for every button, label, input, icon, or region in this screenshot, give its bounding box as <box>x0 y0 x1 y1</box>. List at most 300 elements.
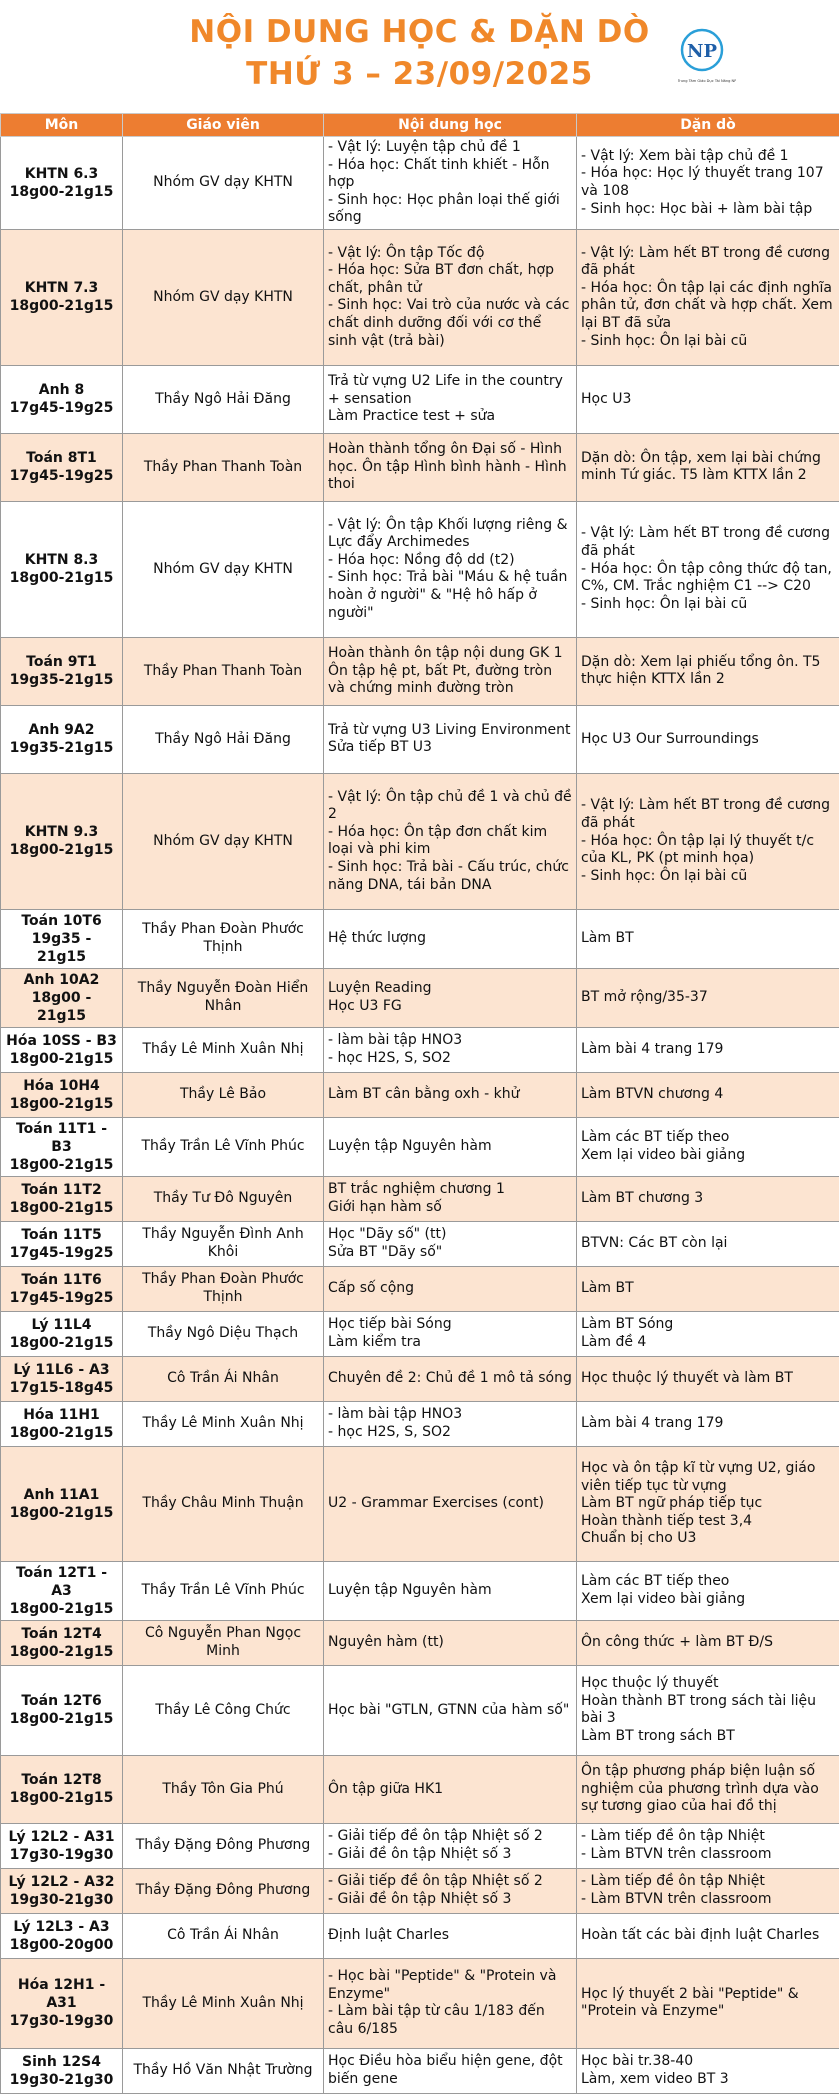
subject-cell-line: 18g00-21g15 <box>5 1050 118 1068</box>
subject-cell <box>1 1958 123 2048</box>
table-row <box>1 637 839 705</box>
homework-cell <box>577 1117 839 1176</box>
subject-cell-line: Toán 8T1 <box>5 449 118 467</box>
homework-cell <box>577 1958 839 2048</box>
table-row <box>1 1027 839 1072</box>
teacher-cell: Thầy Trần Lê Vĩnh Phúc <box>123 1561 324 1620</box>
homework-cell-line: Xem lại video bài giảng <box>581 1147 835 1165</box>
teacher-cell: Thầy Nguyễn Đình Anh Khôi <box>123 1221 324 1266</box>
content-cell-line: Làm BT cân bằng oxh - khử <box>328 1086 572 1104</box>
homework-cell-line: Học lý thuyết 2 bài "Peptide" & "Protein và Enzyme" <box>581 1986 835 2021</box>
subject-cell-line: KHTN 9.3 <box>5 823 118 841</box>
teacher-cell: Thầy Đặng Đông Phương <box>123 1823 324 1868</box>
subject-cell-line: Anh 10A2 <box>5 971 118 989</box>
subject-cell-line: 19g35 - 21g15 <box>5 930 118 966</box>
homework-cell-line: - Làm tiếp đề ôn tập Nhiệt <box>581 1873 835 1891</box>
teacher-cell: Thầy Ngô Diệu Thạch <box>123 1311 324 1356</box>
homework-cell <box>577 909 839 968</box>
subject-cell-line: 17g45-19g25 <box>5 467 118 485</box>
homework-cell <box>577 968 839 1027</box>
table-row <box>1 1913 839 1958</box>
homework-cell <box>577 1266 839 1311</box>
subject-cell-line: Toán 11T5 <box>5 1226 118 1244</box>
page-header <box>0 0 839 110</box>
subject-cell-line: Hóa 10H4 <box>5 1077 118 1095</box>
homework-cell <box>577 229 839 365</box>
homework-cell <box>577 1027 839 1072</box>
homework-cell-line: Dặn dò: Ôn tập, xem lại bài chứng minh Tứ giác. T5 làm KTTX lần 2 <box>581 450 835 485</box>
homework-cell-line: - Hóa học: Ôn tập lại lý thuyết t/c của KL, PK (pt minh họa) <box>581 833 835 868</box>
subject-cell-line: Lý 11L4 <box>5 1316 118 1334</box>
subject-cell-line: Toán 12T6 <box>5 1692 118 1710</box>
subject-cell-line: 17g30-19g30 <box>5 2012 118 2030</box>
subject-cell-line: 18g00-21g15 <box>5 1710 118 1728</box>
homework-cell-line: Dặn dò: Xem lại phiếu tổng ôn. T5 thực hiện KTTX lần 2 <box>581 654 835 689</box>
content-cell-line: - Vật lý: Ôn tập Khối lượng riêng & Lực đẩy Archimedes <box>328 517 572 552</box>
homework-cell-line: - Sinh học: Học bài + làm bài tập <box>581 201 835 219</box>
subject-cell-line: 17g45-19g25 <box>5 399 118 417</box>
homework-cell-line: Hoàn tất các bài định luật Charles <box>581 1927 835 1945</box>
teacher-cell: Thầy Lê Minh Xuân Nhị <box>123 1401 324 1446</box>
subject-cell-line: 18g00 - 21g15 <box>5 989 118 1025</box>
content-cell <box>324 637 577 705</box>
homework-cell <box>577 137 839 230</box>
table-row <box>1 433 839 501</box>
teacher-cell: Cô Nguyễn Phan Ngọc Minh <box>123 1620 324 1665</box>
content-cell-line: - Học bài "Peptide" & "Protein và Enzyme" <box>328 1968 572 2003</box>
content-cell-line: Giới hạn hàm số <box>328 1199 572 1217</box>
content-cell <box>324 773 577 909</box>
content-cell <box>324 1823 577 1868</box>
subject-cell-line: 18g00-21g15 <box>5 183 118 201</box>
table-row <box>1 1311 839 1356</box>
table-row <box>1 2048 839 2093</box>
content-cell-line: Sửa BT "Dãy số" <box>328 1244 572 1262</box>
subject-cell <box>1 968 123 1027</box>
content-cell-line: - Hóa học: Ôn tập đơn chất kim loại và phi kim <box>328 824 572 859</box>
content-cell-line: - học H2S, S, SO2 <box>328 1424 572 1442</box>
homework-cell-line: Làm các BT tiếp theo <box>581 1129 835 1147</box>
table-row <box>1 1176 839 1221</box>
logo-caption: Trung Tâm Giáo Dục Tài Năng NP <box>678 79 736 83</box>
content-cell-line: Luyện Reading <box>328 980 572 998</box>
content-cell <box>324 1266 577 1311</box>
teacher-cell: Thầy Lê Công Chức <box>123 1665 324 1755</box>
content-cell-line: - Sinh học: Vai trò của nước và các chất dinh dưỡng đối với cơ thể sinh vật (trả bài) <box>328 297 572 350</box>
subject-cell <box>1 1027 123 1072</box>
homework-cell <box>577 1913 839 1958</box>
subject-cell-line: Lý 12L2 - A31 <box>5 1828 118 1846</box>
teacher-cell: Thầy Trần Lê Vĩnh Phúc <box>123 1117 324 1176</box>
table-row <box>1 909 839 968</box>
content-cell <box>324 1117 577 1176</box>
homework-cell <box>577 1221 839 1266</box>
subject-cell <box>1 1913 123 1958</box>
homework-cell-line: Làm bài 4 trang 179 <box>581 1415 835 1433</box>
subject-cell <box>1 1446 123 1561</box>
content-cell-line: Chuyên đề 2: Chủ đề 1 mô tả sóng <box>328 1370 572 1388</box>
content-cell <box>324 1221 577 1266</box>
subject-cell-line: Hóa 12H1 - A31 <box>5 1976 118 2012</box>
subject-cell-line: 17g45-19g25 <box>5 1244 118 1262</box>
homework-cell-line: Làm BTVN chương 4 <box>581 1086 835 1104</box>
homework-cell-line: Học U3 <box>581 391 835 409</box>
table-row <box>1 1561 839 1620</box>
homework-cell-line: Làm BT trong sách BT <box>581 1728 835 1746</box>
homework-cell-line: Học bài tr.38-40 <box>581 2053 835 2071</box>
subject-cell <box>1 1868 123 1913</box>
homework-cell-line: - Sinh học: Ôn lại bài cũ <box>581 596 835 614</box>
content-cell-line: Học Điều hòa biểu hiện gene, đột biến gene <box>328 2053 572 2088</box>
subject-cell-line: 18g00-21g15 <box>5 1789 118 1807</box>
subject-cell <box>1 1561 123 1620</box>
homework-cell <box>577 1755 839 1823</box>
teacher-cell: Thầy Phan Thanh Toàn <box>123 433 324 501</box>
page-title: NỘI DUNG HỌC & DẶN DÒ <box>0 14 839 50</box>
table-row <box>1 1072 839 1117</box>
table-row <box>1 1446 839 1561</box>
subject-cell <box>1 773 123 909</box>
subject-cell-line: Toán 12T4 <box>5 1625 118 1643</box>
subject-cell-line: Toán 11T6 <box>5 1271 118 1289</box>
subject-cell <box>1 1823 123 1868</box>
teacher-cell: Thầy Hồ Văn Nhật Trường <box>123 2048 324 2093</box>
subject-cell <box>1 705 123 773</box>
header-content: Nội dung học <box>324 114 577 137</box>
subject-cell-line: 18g00-21g15 <box>5 1424 118 1442</box>
content-cell <box>324 137 577 230</box>
teacher-cell: Thầy Phan Đoàn Phước Thịnh <box>123 1266 324 1311</box>
subject-cell-line: KHTN 7.3 <box>5 279 118 297</box>
homework-cell-line: Hoàn thành tiếp test 3,4 <box>581 1513 835 1531</box>
content-cell <box>324 909 577 968</box>
table-row <box>1 229 839 365</box>
homework-cell <box>577 773 839 909</box>
content-cell-line: - Làm bài tập từ câu 1/183 đến câu 6/185 <box>328 2003 572 2038</box>
table-row <box>1 773 839 909</box>
teacher-cell: Nhóm GV dạy KHTN <box>123 229 324 365</box>
subject-cell-line: 19g30-21g30 <box>5 2071 118 2089</box>
subject-cell <box>1 909 123 968</box>
content-cell <box>324 1913 577 1958</box>
subject-cell <box>1 1117 123 1176</box>
teacher-cell: Thầy Ngô Hải Đăng <box>123 365 324 433</box>
subject-cell-line: 19g30-21g30 <box>5 1891 118 1909</box>
schedule-table <box>0 113 839 2094</box>
content-cell-line: Sửa tiếp BT U3 <box>328 739 572 757</box>
subject-cell-line: 18g00-21g15 <box>5 1095 118 1113</box>
subject-cell-line: 17g30-19g30 <box>5 1846 118 1864</box>
subject-cell-line: Toán 10T6 <box>5 912 118 930</box>
subject-cell-line: 18g00-21g15 <box>5 1156 118 1174</box>
homework-cell <box>577 1868 839 1913</box>
subject-cell-line: 18g00-21g15 <box>5 297 118 315</box>
subject-cell-line: Hóa 11H1 <box>5 1406 118 1424</box>
content-cell <box>324 1356 577 1401</box>
content-cell-line: Hoàn thành ôn tập nội dung GK 1 <box>328 645 572 663</box>
homework-cell-line: - Hóa học: Học lý thuyết trang 107 và 108 <box>581 165 835 200</box>
homework-cell-line: Xem lại video bài giảng <box>581 1591 835 1609</box>
homework-cell-line: - Sinh học: Ôn lại bài cũ <box>581 868 835 886</box>
teacher-cell: Cô Trần Ái Nhân <box>123 1913 324 1958</box>
header-homework: Dặn dò <box>577 114 839 137</box>
header-teacher: Giáo viên <box>123 114 324 137</box>
homework-cell-line: Học thuộc lý thuyết và làm BT <box>581 1370 835 1388</box>
content-cell <box>324 1311 577 1356</box>
content-cell <box>324 433 577 501</box>
subject-cell-line: KHTN 6.3 <box>5 165 118 183</box>
subject-cell-line: 19g35-21g15 <box>5 739 118 757</box>
teacher-cell: Thầy Lê Bảo <box>123 1072 324 1117</box>
homework-cell-line: Làm BT <box>581 1280 835 1298</box>
subject-cell-line: Lý 11L6 - A3 <box>5 1361 118 1379</box>
logo-letters: NP <box>687 41 717 62</box>
homework-cell <box>577 365 839 433</box>
content-cell-line: Học tiếp bài Sóng <box>328 1316 572 1334</box>
teacher-cell: Thầy Tư Đô Nguyên <box>123 1176 324 1221</box>
content-cell-line: Trả từ vựng U3 Living Environment <box>328 722 572 740</box>
subject-cell-line: 18g00-21g15 <box>5 569 118 587</box>
subject-cell <box>1 1401 123 1446</box>
teacher-cell: Thầy Châu Minh Thuận <box>123 1446 324 1561</box>
teacher-cell: Thầy Lê Minh Xuân Nhị <box>123 1027 324 1072</box>
subject-cell-line: Toán 11T2 <box>5 1181 118 1199</box>
homework-cell-line: Làm BT <box>581 930 835 948</box>
homework-cell <box>577 1311 839 1356</box>
homework-cell-line: Làm BT chương 3 <box>581 1190 835 1208</box>
content-cell-line: Làm Practice test + sửa <box>328 408 572 426</box>
table-row <box>1 705 839 773</box>
subject-cell-line: 18g00-21g15 <box>5 1600 118 1618</box>
teacher-cell: Nhóm GV dạy KHTN <box>123 501 324 637</box>
content-cell <box>324 1027 577 1072</box>
table-row <box>1 501 839 637</box>
subject-cell-line: Toán 12T8 <box>5 1771 118 1789</box>
content-cell-line: - Giải đề ôn tập Nhiệt số 3 <box>328 1846 572 1864</box>
content-cell-line: Luyện tập Nguyên hàm <box>328 1582 572 1600</box>
content-cell-line: Học U3 FG <box>328 998 572 1016</box>
table-row <box>1 968 839 1027</box>
homework-cell-line: - Vật lý: Làm hết BT trong đề cương đã phát <box>581 525 835 560</box>
content-cell-line: Hoàn thành tổng ôn Đại số - Hình học. Ôn tập Hình bình hành - Hình thoi <box>328 441 572 494</box>
content-cell <box>324 1561 577 1620</box>
teacher-cell: Thầy Lê Minh Xuân Nhị <box>123 1958 324 2048</box>
content-cell <box>324 2048 577 2093</box>
content-cell <box>324 1176 577 1221</box>
content-cell-line: Học bài "GTLN, GTNN của hàm số" <box>328 1702 572 1720</box>
content-cell-line: Nguyên hàm (tt) <box>328 1634 572 1652</box>
subject-cell-line: Toán 9T1 <box>5 653 118 671</box>
table-row <box>1 1620 839 1665</box>
content-cell-line: - Giải tiếp đề ôn tập Nhiệt số 2 <box>328 1828 572 1846</box>
subject-cell <box>1 433 123 501</box>
table-row <box>1 1823 839 1868</box>
content-cell <box>324 968 577 1027</box>
table-row <box>1 1356 839 1401</box>
homework-cell-line: - Làm tiếp đề ôn tập Nhiệt <box>581 1828 835 1846</box>
content-cell <box>324 1401 577 1446</box>
homework-cell-line: - Vật lý: Làm hết BT trong đề cương đã phát <box>581 797 835 832</box>
teacher-cell: Thầy Nguyễn Đoàn Hiển Nhân <box>123 968 324 1027</box>
subject-cell <box>1 137 123 230</box>
homework-cell-line: Hoàn thành BT trong sách tài liệu bài 3 <box>581 1693 835 1728</box>
subject-cell-line: Lý 12L3 - A3 <box>5 1918 118 1936</box>
teacher-cell: Thầy Phan Thanh Toàn <box>123 637 324 705</box>
homework-cell <box>577 1620 839 1665</box>
homework-cell <box>577 2048 839 2093</box>
content-cell <box>324 1868 577 1913</box>
subject-cell <box>1 501 123 637</box>
content-cell-line: - Sinh học: Học phân loại thế giới sống <box>328 192 572 227</box>
subject-cell-line: 18g00-21g15 <box>5 1643 118 1661</box>
teacher-cell: Nhóm GV dạy KHTN <box>123 137 324 230</box>
content-cell <box>324 1072 577 1117</box>
content-cell-line: Ôn tập hệ pt, bất Pt, đường tròn và chứng minh đường tròn <box>328 663 572 698</box>
content-cell-line: - Sinh học: Trả bài "Máu & hệ tuần hoàn ở người" & "Hệ hô hấp ở người" <box>328 569 572 622</box>
homework-cell-line: - Hóa học: Ôn tập lại các định nghĩa phân tử, đơn chất và hợp chất. Xem lại BT đã sửa <box>581 280 835 333</box>
subject-cell-line: Toán 12T1 - A3 <box>5 1564 118 1600</box>
content-cell <box>324 229 577 365</box>
table-row <box>1 1117 839 1176</box>
page-date: THỨ 3 – 23/09/2025 <box>0 56 839 92</box>
content-cell <box>324 1755 577 1823</box>
table-row <box>1 1665 839 1755</box>
subject-cell-line: 19g35-21g15 <box>5 671 118 689</box>
table-row <box>1 1868 839 1913</box>
content-cell-line: U2 - Grammar Exercises (cont) <box>328 1495 572 1513</box>
table-row <box>1 365 839 433</box>
content-cell-line: - Sinh học: Trả bài - Cấu trúc, chức năng DNA, tái bản DNA <box>328 859 572 894</box>
subject-cell-line: Anh 8 <box>5 381 118 399</box>
content-cell <box>324 1446 577 1561</box>
homework-cell <box>577 1072 839 1117</box>
homework-cell <box>577 501 839 637</box>
teacher-cell: Thầy Ngô Hải Đăng <box>123 705 324 773</box>
content-cell-line: - Giải tiếp đề ôn tập Nhiệt số 2 <box>328 1873 572 1891</box>
subject-cell <box>1 1755 123 1823</box>
table-row <box>1 1221 839 1266</box>
subject-cell <box>1 365 123 433</box>
subject-cell <box>1 1266 123 1311</box>
content-cell-line: Trả từ vựng U2 Life in the country + sensation <box>328 373 572 408</box>
header-subject: Môn <box>1 114 123 137</box>
content-cell-line: Hệ thức lượng <box>328 930 572 948</box>
content-cell-line: - Giải đề ôn tập Nhiệt số 3 <box>328 1891 572 1909</box>
homework-cell <box>577 1561 839 1620</box>
homework-cell <box>577 1823 839 1868</box>
table-row <box>1 1755 839 1823</box>
homework-cell-line: Làm các BT tiếp theo <box>581 1573 835 1591</box>
homework-cell-line: Học thuộc lý thuyết <box>581 1675 835 1693</box>
subject-cell-line: 18g00-21g15 <box>5 841 118 859</box>
content-cell <box>324 705 577 773</box>
center-logo <box>678 26 736 86</box>
subject-cell-line: 18g00-21g15 <box>5 1199 118 1217</box>
homework-cell <box>577 1401 839 1446</box>
homework-cell <box>577 637 839 705</box>
content-cell <box>324 1958 577 2048</box>
homework-cell-line: Làm, xem video BT 3 <box>581 2071 835 2089</box>
homework-cell <box>577 433 839 501</box>
content-cell-line: Cấp số cộng <box>328 1280 572 1298</box>
homework-cell-line: Ôn công thức + làm BT Đ/S <box>581 1634 835 1652</box>
homework-cell <box>577 1446 839 1561</box>
subject-cell <box>1 229 123 365</box>
subject-cell-line: 18g00-21g15 <box>5 1334 118 1352</box>
homework-cell-line: - Làm BTVN trên classroom <box>581 1891 835 1909</box>
content-cell-line: - học H2S, S, SO2 <box>328 1050 572 1068</box>
content-cell <box>324 365 577 433</box>
subject-cell <box>1 1665 123 1755</box>
table-row <box>1 137 839 230</box>
homework-cell-line: - Vật lý: Làm hết BT trong đề cương đã phát <box>581 245 835 280</box>
homework-cell <box>577 1356 839 1401</box>
subject-cell <box>1 1620 123 1665</box>
content-cell-line: - Hóa học: Sửa BT đơn chất, hợp chất, phân tử <box>328 262 572 297</box>
content-cell-line: Học "Dãy số" (tt) <box>328 1226 572 1244</box>
subject-cell <box>1 1221 123 1266</box>
subject-cell-line: Hóa 10SS - B3 <box>5 1032 118 1050</box>
content-cell-line: - Vật lý: Ôn tập chủ đề 1 và chủ đề 2 <box>328 789 572 824</box>
content-cell-line: - làm bài tập HNO3 <box>328 1032 572 1050</box>
teacher-cell: Thầy Phan Đoàn Phước Thịnh <box>123 909 324 968</box>
subject-cell <box>1 1072 123 1117</box>
subject-cell <box>1 1176 123 1221</box>
subject-cell-line: 18g00-21g15 <box>5 1504 118 1522</box>
homework-cell-line: - Hóa học: Ôn tập công thức độ tan, C%, CM. Trắc nghiệm C1 --> C20 <box>581 561 835 596</box>
subject-cell-line: Lý 12L2 - A32 <box>5 1873 118 1891</box>
homework-cell-line: Học U3 Our Surroundings <box>581 731 835 749</box>
homework-cell-line: - Vật lý: Xem bài tập chủ đề 1 <box>581 148 835 166</box>
subject-cell-line: Sinh 12S4 <box>5 2053 118 2071</box>
homework-cell-line: Làm BT Sóng <box>581 1316 835 1334</box>
subject-cell-line: KHTN 8.3 <box>5 551 118 569</box>
content-cell <box>324 1665 577 1755</box>
content-cell-line: - Hóa học: Nồng độ dd (t2) <box>328 552 572 570</box>
content-cell-line: Ôn tập giữa HK1 <box>328 1781 572 1799</box>
subject-cell-line: 18g00-20g00 <box>5 1936 118 1954</box>
homework-cell-line: - Sinh học: Ôn lại bài cũ <box>581 333 835 351</box>
content-cell-line: - Hóa học: Chất tinh khiết - Hỗn hợp <box>328 157 572 192</box>
homework-cell-line: Làm bài 4 trang 179 <box>581 1041 835 1059</box>
teacher-cell: Cô Trần Ái Nhân <box>123 1356 324 1401</box>
subject-cell <box>1 1356 123 1401</box>
content-cell <box>324 501 577 637</box>
subject-cell-line: 17g45-19g25 <box>5 1289 118 1307</box>
homework-cell <box>577 705 839 773</box>
subject-cell <box>1 637 123 705</box>
subject-cell <box>1 2048 123 2093</box>
content-cell-line: Định luật Charles <box>328 1927 572 1945</box>
content-cell-line: Luyện tập Nguyên hàm <box>328 1138 572 1156</box>
content-cell-line: BT trắc nghiệm chương 1 <box>328 1181 572 1199</box>
teacher-cell: Thầy Đặng Đông Phương <box>123 1868 324 1913</box>
homework-cell <box>577 1665 839 1755</box>
content-cell <box>324 1620 577 1665</box>
homework-cell-line: Làm BT ngữ pháp tiếp tục <box>581 1495 835 1513</box>
teacher-cell: Nhóm GV dạy KHTN <box>123 773 324 909</box>
homework-cell <box>577 1176 839 1221</box>
table-row <box>1 1401 839 1446</box>
subject-cell <box>1 1311 123 1356</box>
subject-cell-line: 17g15-18g45 <box>5 1379 118 1397</box>
homework-cell-line: Ôn tập phương pháp biện luận số nghiệm của phương trình dựa vào sự tương giao của hai đồ thị <box>581 1763 835 1816</box>
content-cell-line: - làm bài tập HNO3 <box>328 1406 572 1424</box>
table-row <box>1 1958 839 2048</box>
homework-cell-line: - Làm BTVN trên classroom <box>581 1846 835 1864</box>
table-row <box>1 1266 839 1311</box>
homework-cell-line: BT mở rộng/35-37 <box>581 989 835 1007</box>
